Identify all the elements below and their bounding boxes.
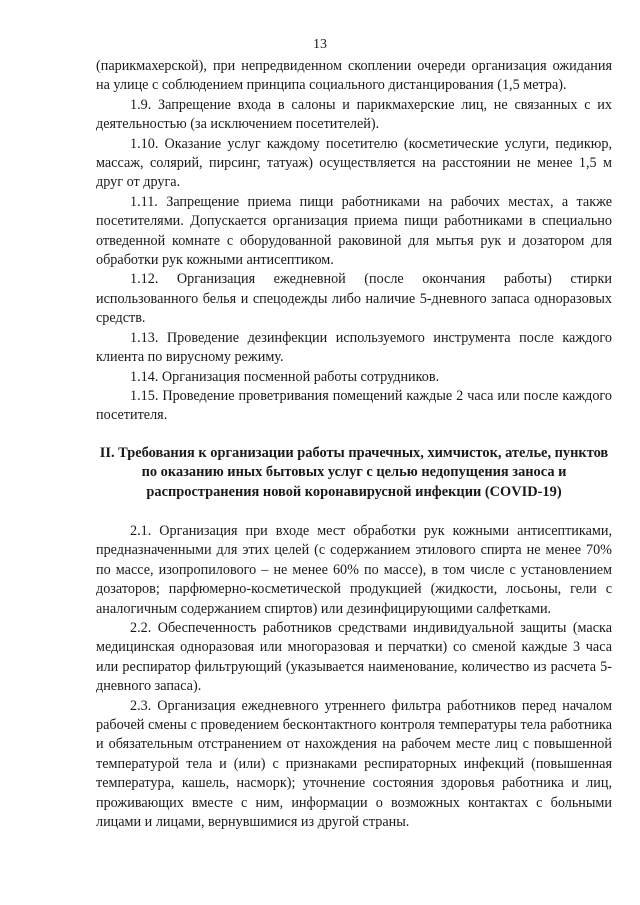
paragraph-item-1-10: 1.10. Оказание услуг каждому посетителю (косметические услуги, педикюр, массаж, солярий, пирсинг, татуаж) осуществляется на расстоянии не менее 1,5 м друг от друга.	[96, 135, 612, 191]
paragraph-item-1-12: 1.12. Организация ежедневной (после окончания работы) стирки использованного белья и спецодежды либо наличие 5-дневного запаса одноразовых средств.	[96, 271, 612, 327]
paragraph-item-1-14: 1.14. Организация посменной работы сотрудников.	[130, 368, 440, 385]
page-number: 13	[313, 37, 327, 52]
document-body	[96, 57, 612, 832]
paragraph-item-2-3: 2.3. Организация ежедневного утреннего фильтра работников перед началом рабочей смены с проведением бесконтактного контроля температуры тела работника и обязательным отстранением от нахождения на рабочем месте лиц с повышенной температурой тела и (или) с признаками респираторных инфекций (повышенная температура, кашель, насморк); уточнение состояния здоровья работника и лиц, проживающих вместе с ним, информации о возможных контактах с больными лицами и лицами, вернувшимися из другой страны.	[96, 697, 612, 831]
section-heading: II. Требования к организации работы прачечных, химчисток, ателье, пунктов по оказанию иных бытовых услуг с целью недопущения заноса и распространения новой коронавирусной инфекции (COVID-19)	[99, 444, 609, 500]
paragraph-item-1-15: 1.15. Проведение проветривания помещений каждые 2 часа или после каждого посетителя.	[96, 387, 612, 424]
paragraph-item-2-1: 2.1. Организация при входе мест обработки рук кожными антисептиками, предназначенными для этих целей (с содержанием этилового спирта не менее 70% по массе, изопропилового – не менее 60% по массе), в том числе с установлением дозаторов; парфюмерно-косметической продукцией (жидкости, лосьоны, гели с аналогичным содержанием спиртов) или дезинфицирующими салфетками.	[96, 522, 612, 617]
paragraph-continuation: (парикмахерской), при непредвиденном скоплении очереди организация ожидания на улице с соблюдением принципа социального дистанцирования (1,5 метра).	[96, 58, 612, 94]
paragraph-item-1-11: 1.11. Запрещение приема пищи работниками на рабочих местах, а также посетителями. Допускается организация приема пищи работниками в специально отведенной комнате с оборудованной раковиной для мытья рук и дозатором для обработки рук кожными антисептиком.	[96, 193, 612, 269]
paragraph-item-1-9: 1.9. Запрещение входа в салоны и парикмахерские лиц, не связанных с их деятельностью (за исключением посетителей).	[96, 96, 612, 133]
paragraph-item-1-13: 1.13. Проведение дезинфекции используемого инструмента после каждого клиента по вирусному режиму.	[96, 329, 612, 366]
paragraph-item-2-2: 2.2. Обеспеченность работников средствами индивидуальной защиты (маска медицинская одноразовая или многоразовая и перчатки) со сменой каждые 3 часа или респиратор фильтрующий (указывается наименование, количество из расчета 5-дневного запаса).	[96, 619, 612, 695]
